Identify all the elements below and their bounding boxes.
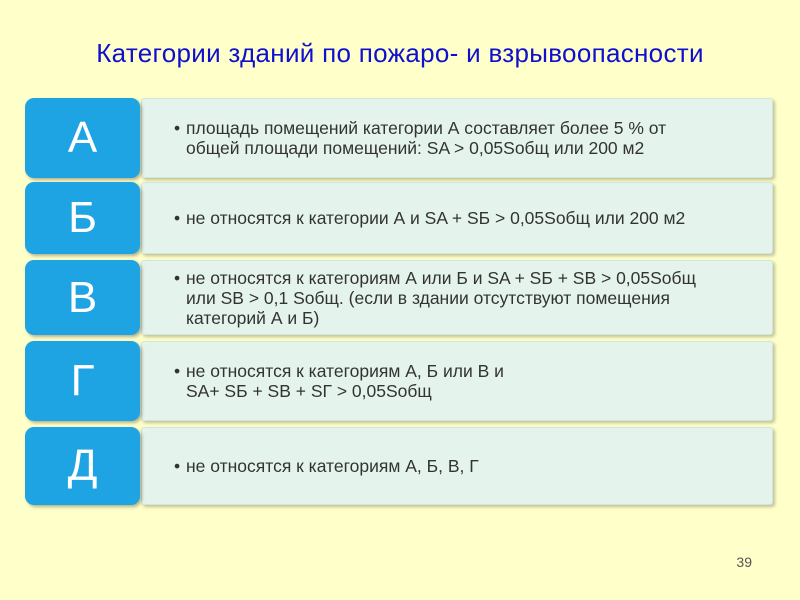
category-row-d	[25, 427, 773, 505]
category-row-a	[25, 98, 773, 178]
category-v-line-1: • не относятся к категориям А или Б и SA + SБ + SВ > 0,05Sобщ	[186, 267, 696, 288]
category-b-line-1: • не относятся к категории А и SA + SБ > 0,05Sобщ или 200 м2	[186, 208, 686, 228]
category-letter-a: А	[25, 98, 140, 178]
category-letter-v: В	[25, 260, 140, 335]
category-v-line-3: категорий А и Б)	[186, 307, 320, 328]
category-description-a	[141, 98, 773, 178]
category-a-criterion	[174, 118, 666, 158]
category-v-criterion	[174, 268, 696, 328]
category-a-line-2: общей площади помещений: SA > 0,05Sобщ или 200 м2	[186, 138, 645, 158]
page-title: Категории зданий по пожаро- и взрывоопасности	[96, 38, 704, 68]
category-row-v	[25, 260, 773, 335]
category-a-line-1: • площадь помещений категории А составляет более 5 % от	[186, 118, 667, 138]
category-g-criterion	[174, 361, 504, 401]
category-row-g	[25, 341, 773, 421]
category-description-d	[141, 427, 773, 505]
category-d-criterion	[174, 456, 479, 476]
slide-number: 39	[736, 554, 752, 570]
category-row-b	[25, 182, 773, 254]
category-description-g	[141, 341, 773, 421]
category-g-line-2: SA+ SБ + SВ + SГ > 0,05Sобщ	[186, 381, 432, 401]
category-g-line-1: • не относятся к категориям А, Б или В и	[186, 361, 504, 381]
category-v-line-2: или SВ > 0,1 Sобщ. (если в здании отсутствуют помещения	[186, 287, 670, 308]
category-letter-b: Б	[25, 182, 140, 254]
category-description-b	[141, 182, 773, 254]
category-letter-d: Д	[25, 427, 140, 505]
category-b-criterion	[174, 208, 685, 228]
category-letter-g: Г	[25, 341, 140, 421]
category-description-v	[141, 260, 773, 335]
category-d-line-1: • не относятся к категориям А, Б, В, Г	[186, 456, 479, 476]
